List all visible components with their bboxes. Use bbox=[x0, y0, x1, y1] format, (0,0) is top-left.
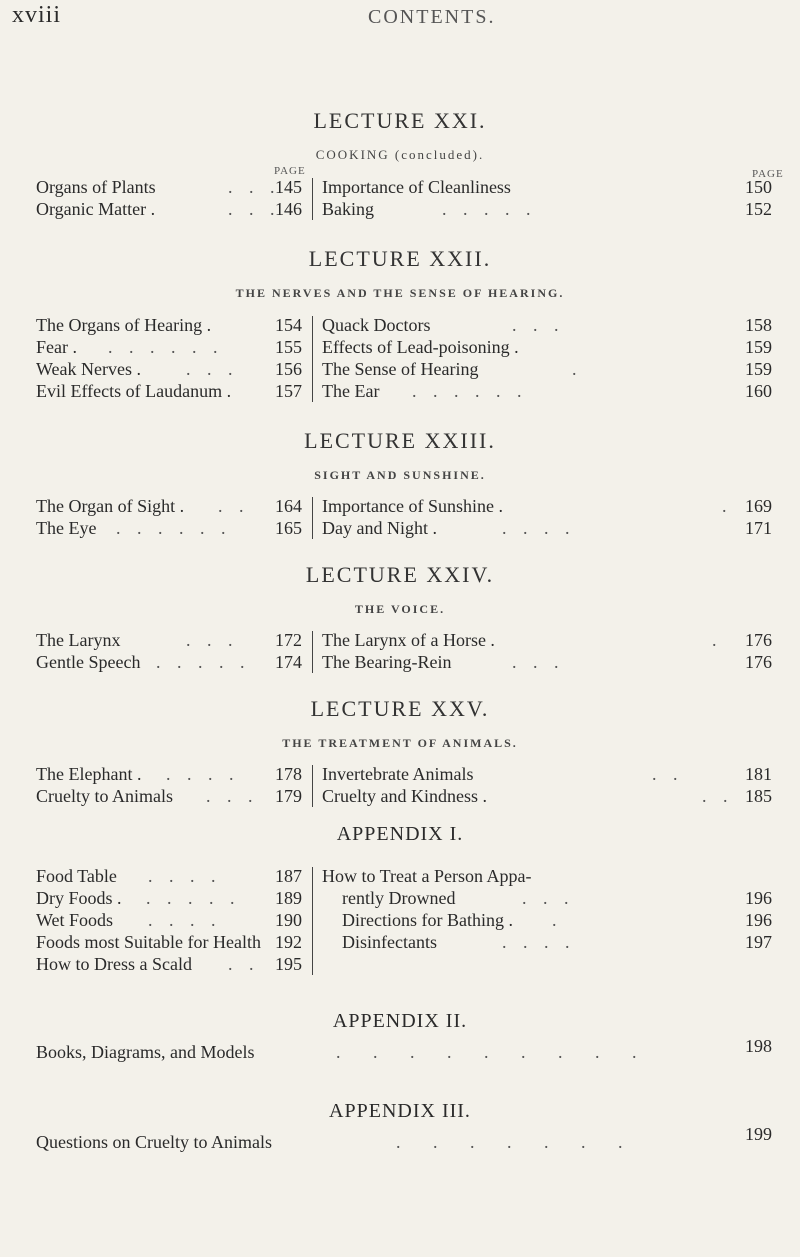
toc-entry[interactable]: The Bearing-Rein . . . 176 bbox=[322, 652, 772, 672]
toc-entry[interactable]: Effects of Lead-poisoning . 159 bbox=[322, 337, 772, 357]
toc-entry[interactable]: Fear . . . . . . . 155 bbox=[36, 337, 302, 357]
toc-column-left bbox=[36, 629, 302, 673]
column-divider bbox=[312, 316, 313, 402]
toc-entry[interactable]: Disinfectants . . . . 197 bbox=[342, 932, 772, 952]
toc-column-right bbox=[322, 865, 772, 953]
toc-entry[interactable]: Importance of Cleanliness 150 bbox=[322, 177, 772, 197]
toc-entry[interactable]: Quack Doctors . . . 158 bbox=[322, 315, 772, 335]
column-divider bbox=[312, 631, 313, 673]
toc-entry-continued[interactable]: How to Treat a Person Appa- bbox=[322, 866, 532, 886]
lecture-heading: LECTURE XXIV. bbox=[305, 562, 495, 587]
lecture-heading: LECTURE XXI. bbox=[313, 108, 487, 133]
toc-entry[interactable]: Importance of Sunshine . . 169 bbox=[322, 496, 772, 516]
toc-entry[interactable]: Cruelty and Kindness . . . 185 bbox=[322, 786, 772, 806]
column-divider bbox=[312, 497, 313, 539]
toc-entry[interactable]: The Organs of Hearing . 154 bbox=[36, 315, 302, 335]
lecture-heading: LECTURE XXIII. bbox=[304, 428, 496, 453]
toc-entry[interactable]: The Elephant . . . . . 178 bbox=[36, 764, 302, 784]
toc-entry[interactable]: Directions for Bathing . . 196 bbox=[342, 910, 772, 930]
toc-entry[interactable]: The Larynx . . . 172 bbox=[36, 630, 302, 650]
toc-entry[interactable]: How to Dress a Scald . . 195 bbox=[36, 954, 302, 974]
page-column-label: PAGE bbox=[274, 165, 306, 177]
toc-column-left bbox=[36, 763, 302, 807]
toc-entry[interactable]: Gentle Speech . . . . . 174 bbox=[36, 652, 302, 672]
page-column-label: PAGE bbox=[752, 168, 784, 180]
toc-entry[interactable]: Dry Foods . . . . . . 189 bbox=[36, 888, 302, 908]
lecture-heading: LECTURE XXII. bbox=[308, 246, 492, 271]
toc-column-left bbox=[36, 314, 302, 402]
toc-column-right bbox=[322, 495, 772, 539]
toc-entry[interactable]: The Organ of Sight . . . 164 bbox=[36, 496, 302, 516]
toc-entry[interactable]: Organic Matter . . . . 146 bbox=[36, 199, 302, 219]
page-number-roman: xviii bbox=[12, 2, 62, 28]
lecture-subtitle: THE NERVES AND THE SENSE OF HEARING. bbox=[235, 286, 565, 300]
toc-entry[interactable]: Cruelty to Animals . . . 179 bbox=[36, 786, 302, 806]
toc-column-left bbox=[36, 865, 302, 975]
toc-column-right bbox=[322, 629, 772, 673]
toc-entry[interactable]: Foods most Suitable for Health 192 bbox=[36, 932, 302, 952]
column-divider bbox=[312, 867, 313, 975]
toc-entry[interactable]: Day and Night . . . . . 171 bbox=[322, 518, 772, 538]
appendix-heading: APPENDIX II. bbox=[332, 1010, 468, 1032]
toc-entry[interactable]: Weak Nerves . . . . 156 bbox=[36, 359, 302, 379]
toc-entry[interactable]: The Sense of Hearing . 159 bbox=[322, 359, 772, 379]
toc-entry[interactable]: Books, Diagrams, and Models . . . . . . . . . 198 bbox=[36, 1036, 772, 1062]
toc-entry[interactable]: The Ear . . . . . . 160 bbox=[322, 381, 772, 401]
lecture-subtitle: THE VOICE. bbox=[354, 602, 446, 616]
toc-column-left bbox=[36, 495, 302, 539]
toc-entry[interactable]: Evil Effects of Laudanum . 157 bbox=[36, 381, 302, 401]
toc-column-left bbox=[36, 176, 302, 220]
lecture-subtitle: COOKING (concluded). bbox=[315, 147, 485, 162]
toc-column-right bbox=[322, 176, 772, 220]
toc-entry[interactable]: Organs of Plants . . . 145 bbox=[36, 177, 302, 197]
lecture-subtitle: SIGHT AND SUNSHINE. bbox=[314, 468, 486, 482]
column-divider bbox=[312, 765, 313, 807]
appendix-heading: APPENDIX III. bbox=[329, 1100, 471, 1122]
running-title: CONTENTS. bbox=[368, 6, 496, 28]
toc-column-right bbox=[322, 314, 772, 402]
appendix-heading: APPENDIX I. bbox=[336, 823, 464, 845]
toc-entry[interactable]: Questions on Cruelty to Animals . . . . . . . 199 bbox=[36, 1124, 772, 1152]
toc-entry[interactable]: rently Drowned . . . 196 bbox=[342, 888, 772, 908]
toc-entry[interactable]: Baking . . . . . 152 bbox=[322, 199, 772, 219]
toc-entry[interactable]: Invertebrate Animals . . 181 bbox=[322, 764, 772, 784]
toc-entry[interactable]: The Eye . . . . . . 165 bbox=[36, 518, 302, 538]
toc-entry[interactable]: Food Table . . . . 187 bbox=[36, 866, 302, 886]
column-divider bbox=[312, 178, 313, 220]
lecture-subtitle: THE TREATMENT OF ANIMALS. bbox=[282, 736, 518, 750]
toc-entry[interactable]: Wet Foods . . . . 190 bbox=[36, 910, 302, 930]
toc-column-right bbox=[322, 763, 772, 807]
lecture-heading: LECTURE XXV. bbox=[310, 696, 490, 721]
toc-entry[interactable]: The Larynx of a Horse . . 176 bbox=[322, 630, 772, 650]
